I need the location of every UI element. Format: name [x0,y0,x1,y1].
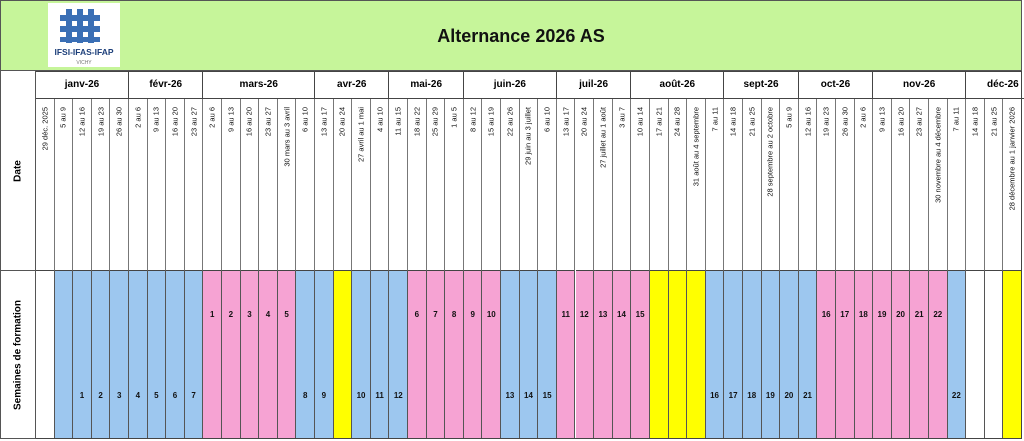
week-date-label: 17 au 21 [654,107,664,137]
month-header: janv-26 [36,71,129,99]
week-number: 12 [579,310,589,319]
week-cell-blue [520,271,539,439]
week-date-cell [203,99,222,271]
week-date-cell [1003,99,1022,271]
week-date-cell [669,99,688,271]
week-date-cell [241,99,260,271]
week-number: 8 [303,391,308,400]
week-cell-white [966,271,985,439]
week-date-cell [576,99,595,271]
month-header: mars-26 [203,71,315,99]
week-date-label: 6 au 10 [542,107,552,133]
week-number: 12 [393,391,403,400]
week-date-label: 14 au 18 [728,107,738,137]
week-date-cell [185,99,204,271]
week-date-label: 5 au 9 [784,107,794,128]
week-cell-yellow [669,271,688,439]
week-cell-blue [92,271,111,439]
week-number: 21 [914,310,924,319]
week-date-label: 29 juin au 3 juillet [523,107,533,165]
week-cell-white [36,271,55,439]
week-date-label: 5 au 9 [58,107,68,128]
weeks-label: Semaines de formation [12,299,24,410]
week-date-label: 13 au 17 [561,107,571,137]
week-date-cell [706,99,725,271]
week-date-label: 25 au 29 [430,107,440,137]
week-date-label: 7 au 11 [710,107,720,132]
week-number: 18 [858,310,868,319]
week-cell-pink [892,271,911,439]
week-date-label: 23 au 27 [189,107,199,137]
week-date-cell [799,99,818,271]
week-cell-blue [315,271,334,439]
week-cell-pink [836,271,855,439]
week-date-cell [538,99,557,271]
week-cell-pink [929,271,948,439]
week-cell-yellow [687,271,706,439]
week-cell-blue [762,271,781,439]
week-cell-pink [408,271,427,439]
week-number: 13 [505,391,515,400]
week-number: 22 [933,310,943,319]
week-date-label: 3 au 7 [617,107,626,128]
week-date-label: 9 au 13 [226,107,236,133]
week-date-label: 27 juillet au 1 août [598,107,608,168]
week-cell-blue [799,271,818,439]
month-header: sept-26 [724,71,798,99]
month-header: févr-26 [129,71,203,99]
weeks-row-label [0,271,36,439]
month-header: déc-26 [966,71,1024,99]
week-number: 14 [617,310,626,319]
week-date-cell [948,99,967,271]
week-date-label: 16 au 20 [896,107,906,137]
week-date-label: 2 au 6 [207,107,217,128]
week-date-label: 29 déc. 2025 [40,107,50,151]
week-number: 10 [356,391,366,400]
week-date-cell [259,99,278,271]
week-cell-blue [371,271,390,439]
week-cell-pink [855,271,874,439]
week-date-label: 28 septembre au 2 octobre [765,107,775,197]
week-date-label: 26 au 30 [114,107,124,137]
week-number: 8 [451,310,457,319]
week-date-label: 9 au 13 [877,107,887,133]
week-date-label: 23 au 27 [914,107,924,137]
week-number: 11 [375,391,384,400]
week-cell-blue [780,271,799,439]
week-cell-blue [110,271,129,439]
week-number: 6 [414,310,420,319]
week-number: 20 [784,391,794,400]
week-date-label: 30 novembre au 4 décembre [933,107,943,203]
month-header: mai-26 [389,71,463,99]
week-date-cell [873,99,892,271]
header-bar [0,0,1022,71]
week-cell-blue [743,271,762,439]
week-number: 11 [561,310,570,319]
week-date-label: 16 au 20 [244,107,254,137]
week-cell-pink [445,271,464,439]
week-cell-pink [259,271,278,439]
week-date-label: 22 au 26 [505,107,515,137]
week-date-label: 14 au 18 [970,107,980,137]
week-cell-white [985,271,1004,439]
week-cell-pink [910,271,929,439]
week-date-cell [631,99,650,271]
week-date-cell [371,99,390,271]
week-date-label: 24 au 28 [672,107,682,137]
week-date-label: 28 décembre au 1 janvier 2026 [1007,107,1017,211]
week-date-label: 12 au 16 [77,107,87,137]
week-date-cell [36,99,55,271]
week-date-cell [352,99,371,271]
month-header: août-26 [631,71,724,99]
week-date-label: 2 au 6 [858,107,868,128]
week-cell-pink [427,271,446,439]
week-cell-blue [73,271,92,439]
week-date-cell [408,99,427,271]
week-cell-pink [613,271,632,439]
week-date-cell [724,99,743,271]
week-date-cell [780,99,799,271]
week-number: 15 [542,391,552,400]
week-date-label: 6 au 10 [300,107,310,133]
week-date-label: 21 au 25 [989,107,999,137]
logo-text: IFSI-IFAS-IFAP [54,47,114,57]
week-number: 14 [524,391,533,400]
week-cell-pink [464,271,483,439]
week-date-cell [762,99,781,271]
week-date-cell [650,99,669,271]
week-number: 19 [877,310,887,319]
week-date-cell [55,99,74,271]
date-label: Date [12,159,24,182]
week-cell-blue [389,271,408,439]
week-date-label: 2 au 6 [133,107,143,128]
week-date-cell [166,99,185,271]
week-date-cell [501,99,520,271]
week-cell-blue [185,271,204,439]
week-date-cell [985,99,1004,271]
month-header: juil-26 [557,71,631,99]
week-date-label: 19 au 23 [821,107,831,137]
week-cell-pink [576,271,595,439]
week-date-label: 27 avril au 1 mai [356,107,366,163]
week-date-cell [464,99,483,271]
week-date-cell [278,99,297,271]
week-number: 2 [228,310,234,319]
week-cell-pink [817,271,836,439]
week-date-cell [222,99,241,271]
week-date-label: 9 au 13 [151,107,161,133]
week-date-cell [594,99,613,271]
week-date-label: 13 au 17 [319,107,329,137]
week-date-label: 1 au 5 [449,107,459,128]
week-date-cell [817,99,836,271]
week-date-label: 8 au 12 [468,107,478,133]
week-number: 17 [840,310,850,319]
week-date-cell [910,99,929,271]
week-date-cell [966,99,985,271]
week-number: 5 [154,391,159,400]
week-date-label: 18 au 22 [412,107,422,137]
week-number: 1 [209,310,215,319]
ifsi-logo [48,3,120,67]
week-date-cell [687,99,706,271]
week-date-label: 20 au 24 [337,107,347,137]
week-number: 4 [265,310,271,319]
week-date-cell [836,99,855,271]
week-number: 3 [116,391,122,400]
week-date-cell [482,99,501,271]
week-cell-yellow [334,271,353,439]
week-date-cell [296,99,315,271]
week-cell-pink [222,271,241,439]
week-date-label: 12 au 16 [803,107,813,137]
week-date-label: 10 au 14 [635,107,645,137]
week-cell-blue [129,271,148,439]
week-number: 7 [191,391,196,400]
week-cell-blue [296,271,315,439]
week-number: 2 [98,391,103,400]
week-date-label: 15 au 19 [486,107,496,137]
week-number: 10 [486,310,496,319]
week-date-label: 31 août au 4 septembre [691,107,701,187]
week-cell-pink [873,271,892,439]
week-date-label: 16 au 20 [170,107,180,137]
week-number: 21 [803,391,812,400]
week-number: 9 [470,310,475,319]
week-cell-pink [482,271,501,439]
month-header: oct-26 [799,71,873,99]
week-date-label: 30 mars au 3 avril [282,107,292,167]
week-date-cell [129,99,148,271]
week-date-label: 23 au 27 [263,107,273,137]
week-cell-blue [948,271,967,439]
week-date-cell [445,99,464,271]
month-header: juin-26 [464,71,557,99]
month-header: nov-26 [873,71,966,99]
week-date-label: 19 au 23 [96,107,106,137]
week-date-cell [520,99,539,271]
week-cell-blue [148,271,167,439]
week-date-label: 21 au 25 [747,107,757,137]
week-date-cell [557,99,576,271]
week-number: 4 [135,391,141,400]
week-number: 20 [896,310,906,319]
week-number: 7 [433,310,438,319]
week-date-cell [148,99,167,271]
week-number: 3 [247,310,252,319]
week-date-cell [315,99,334,271]
week-cell-pink [594,271,613,439]
week-date-cell [855,99,874,271]
week-date-cell [929,99,948,271]
week-number: 5 [284,310,289,319]
week-cell-yellow [1003,271,1022,439]
logo-subtext: VICHY [76,60,92,66]
week-cell-blue [352,271,371,439]
week-date-label: 26 au 30 [840,107,850,137]
week-cell-pink [241,271,260,439]
week-number: 19 [765,391,775,400]
week-cell-blue [538,271,557,439]
week-number: 16 [821,310,831,319]
week-cell-blue [724,271,743,439]
week-date-label: 11 au 15 [393,107,403,136]
week-cell-blue [706,271,725,439]
week-date-label: 20 au 24 [579,107,589,137]
week-date-cell [743,99,762,271]
week-number: 17 [728,391,738,400]
week-date-cell [92,99,111,271]
week-cell-pink [631,271,650,439]
week-number: 16 [710,391,719,400]
logo-grid-icon [48,3,120,67]
week-number: 15 [635,310,645,319]
week-date-label: 4 au 10 [375,107,385,133]
week-cell-blue [55,271,74,439]
date-row-label [0,71,36,271]
week-date-cell [73,99,92,271]
week-cell-yellow [650,271,669,439]
week-date-cell [427,99,446,271]
month-header: avr-26 [315,71,389,99]
week-cell-pink [203,271,222,439]
week-cell-blue [166,271,185,439]
week-date-cell [389,99,408,271]
week-number: 9 [321,391,327,400]
week-cell-blue [501,271,520,439]
week-number: 13 [598,310,608,319]
week-date-cell [613,99,632,271]
week-date-cell [334,99,353,271]
week-cell-pink [278,271,297,439]
week-date-cell [892,99,911,271]
week-number: 6 [172,391,178,400]
week-number: 18 [747,391,757,400]
week-number: 1 [79,391,85,400]
week-cell-pink [557,271,576,439]
week-number: 22 [951,391,961,400]
week-date-cell [110,99,129,271]
page-title: Alternance 2026 AS [437,26,605,46]
week-date-label: 7 au 11 [951,107,961,132]
